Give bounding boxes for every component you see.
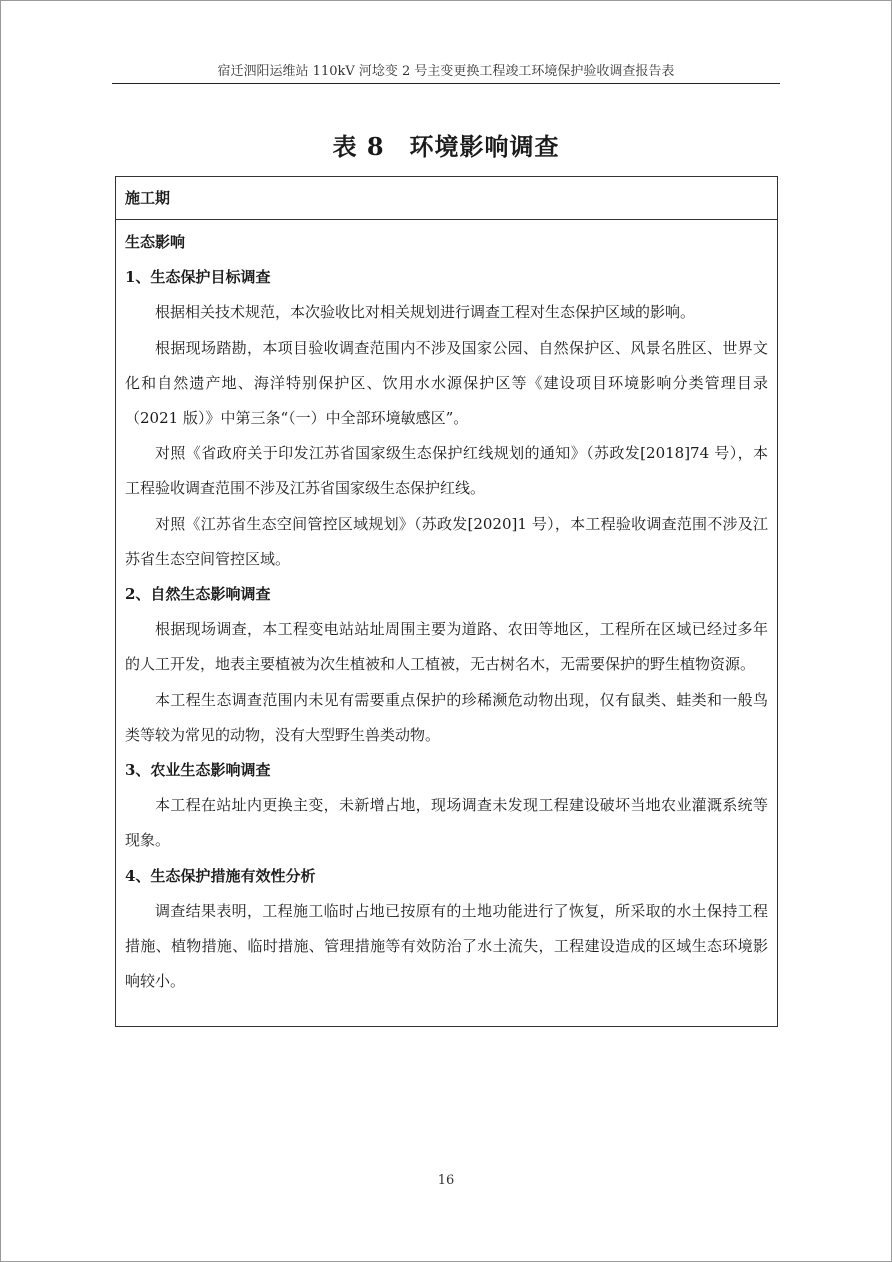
paragraph: 根据现场调查，本工程变电站站址周围主要为道路、农田等地区，工程所在区域已经过多年的人工开发，地表主要植被为次生植被和人工植被，无古树名木，无需要保护的野生植物资源。 (125, 620, 768, 674)
content-body (116, 220, 777, 999)
subsection-heading: 1、生态保护目标调查 (125, 268, 271, 287)
content-table (115, 176, 778, 1027)
subsection-heading: 3、农业生态影响调查 (125, 761, 271, 780)
paragraph: 本工程在站址内更换主变，未新增占地，现场调查未发现工程建设破坏当地农业灌溉系统等现象。 (125, 796, 768, 850)
running-header: 宿迁泗阳运维站 110kV 河埝变 2 号主变更换工程竣工环境保护验收调查报告表 (217, 64, 675, 79)
category-heading: 生态影响 (125, 233, 186, 251)
paragraph: 本工程生态调查范围内未见有需要重点保护的珍稀濒危动物出现，仅有鼠类、蛙类和一般鸟类等较为常见的动物，没有大型野生兽类动物。 (125, 690, 768, 744)
paragraph: 调查结果表明，工程施工临时占地已按原有的土地功能进行了恢复，所采取的水土保持工程措施、植物措施、临时措施、管理措施等有效防治了水土流失，工程建设造成的区域生态环境影响较小。 (125, 901, 768, 991)
paragraph: 根据现场踏勘，本项目验收调查范围内不涉及国家公园、自然保护区、风景名胜区、世界文化和自然遗产地、海洋特别保护区、饮用水水源保护区等《建设项目环境影响分类管理目录（2021 版）》中第三条“（一）中全部环境敏感区”。 (125, 338, 768, 428)
subsection-heading: 2、自然生态影响调查 (125, 585, 271, 604)
subsection-heading: 4、生态保护措施有效性分析 (125, 866, 316, 885)
page-number: 16 (437, 1173, 455, 1188)
paragraph: 对照《江苏省生态空间管控区域规划》（苏政发[2020]1 号），本工程验收调查范围不涉及江苏省生态空间管控区域。 (125, 514, 768, 568)
header-rule (112, 83, 780, 84)
paragraph: 根据相关技术规范，本次验收比对相关规划进行调查工程对生态保护区域的影响。 (155, 303, 696, 322)
paragraph: 对照《省政府关于印发江苏省国家级生态保护红线规划的通知》（苏政发[2018]74 号），本工程验收调查范围不涉及江苏省国家级生态保护红线。 (125, 444, 768, 498)
period-label: 施工期 (116, 177, 777, 220)
document-title: 表 8 环境影响调查 (332, 132, 560, 161)
